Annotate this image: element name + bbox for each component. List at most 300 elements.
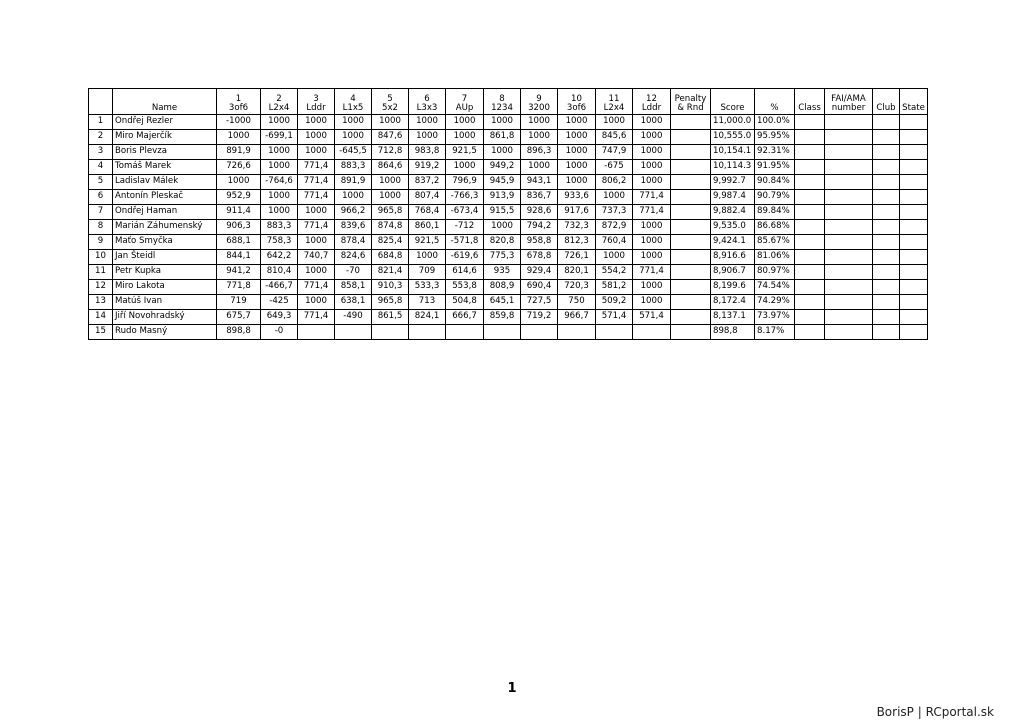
total-score-cell: 8,916.6 — [711, 250, 755, 265]
round-score-cell: 1000 — [446, 130, 484, 145]
column-number: 11 — [608, 93, 620, 104]
round-score-cell: 1000 — [446, 160, 484, 175]
fai-number-cell — [825, 115, 873, 130]
total-score-cell: 11,000.0 — [711, 115, 755, 130]
class-cell — [795, 145, 825, 160]
column-header — [711, 89, 755, 115]
club-cell — [873, 190, 900, 205]
column-label: % — [770, 102, 779, 113]
column-number: FAI/AMA — [831, 93, 866, 104]
round-score-cell: 571,4 — [596, 310, 633, 325]
state-cell — [900, 175, 928, 190]
round-score-cell: 943,1 — [521, 175, 558, 190]
round-score-cell: 581,2 — [596, 280, 633, 295]
column-number: 3 — [313, 93, 319, 104]
state-cell — [900, 205, 928, 220]
round-score-cell: 750 — [558, 295, 596, 310]
column-header — [633, 89, 671, 115]
round-score-cell: 1000 — [298, 115, 335, 130]
round-score-cell: 858,1 — [335, 280, 372, 295]
round-score-cell: -699,1 — [261, 130, 298, 145]
round-score-cell: 533,3 — [409, 280, 446, 295]
round-score-cell: 1000 — [558, 175, 596, 190]
round-score-cell: 1000 — [335, 130, 372, 145]
pilot-name-cell: Miro Lakota — [113, 280, 217, 295]
column-label: L2x4 — [268, 102, 290, 113]
round-score-cell: 845,6 — [596, 130, 633, 145]
penalty-cell — [671, 250, 711, 265]
column-header — [261, 89, 298, 115]
round-score-cell: 642,2 — [261, 250, 298, 265]
fai-number-cell — [825, 205, 873, 220]
round-score-cell: 709 — [409, 265, 446, 280]
club-cell — [873, 325, 900, 340]
round-score-cell: 726,6 — [217, 160, 261, 175]
round-score-cell: 794,2 — [521, 220, 558, 235]
fai-number-cell — [825, 280, 873, 295]
round-score-cell: 1000 — [298, 235, 335, 250]
table-row — [89, 130, 928, 145]
total-score-cell: 9,535.0 — [711, 220, 755, 235]
round-score-cell — [372, 325, 409, 340]
round-score-cell: 847,6 — [372, 130, 409, 145]
results-table — [88, 88, 928, 340]
round-score-cell: 771,4 — [633, 190, 671, 205]
percent-cell: 80.97% — [755, 265, 795, 280]
round-score-cell: 504,8 — [446, 295, 484, 310]
round-score-cell: 860,1 — [409, 220, 446, 235]
round-score-cell: 771,4 — [298, 220, 335, 235]
table-row — [89, 235, 928, 250]
round-score-cell: 1000 — [633, 250, 671, 265]
column-label: 1234 — [491, 102, 513, 113]
round-score-cell: -764,6 — [261, 175, 298, 190]
round-score-cell: 820,8 — [484, 235, 521, 250]
round-score-cell: 740,7 — [298, 250, 335, 265]
fai-number-cell — [825, 295, 873, 310]
column-header — [755, 89, 795, 115]
round-score-cell: 883,3 — [261, 220, 298, 235]
round-score-cell: 571,4 — [633, 310, 671, 325]
total-score-cell: 8,199.6 — [711, 280, 755, 295]
class-cell — [795, 235, 825, 250]
round-score-cell: 915,5 — [484, 205, 521, 220]
club-cell — [873, 130, 900, 145]
club-cell — [873, 250, 900, 265]
round-score-cell: 1000 — [298, 265, 335, 280]
round-score-cell: 645,1 — [484, 295, 521, 310]
round-score-cell: 727,5 — [521, 295, 558, 310]
round-score-cell: -645,5 — [335, 145, 372, 160]
total-score-cell: 9,987.4 — [711, 190, 755, 205]
round-score-cell: 1000 — [261, 190, 298, 205]
class-cell — [795, 295, 825, 310]
column-number: 12 — [646, 93, 657, 104]
penalty-cell — [671, 175, 711, 190]
state-cell — [900, 280, 928, 295]
round-score-cell: 1000 — [633, 235, 671, 250]
round-score-cell: 949,2 — [484, 160, 521, 175]
round-score-cell: 965,8 — [372, 205, 409, 220]
column-number: 5 — [387, 93, 393, 104]
round-score-cell: 771,4 — [298, 190, 335, 205]
rank-cell: 11 — [89, 265, 113, 280]
round-score-cell — [298, 325, 335, 340]
penalty-cell — [671, 295, 711, 310]
round-score-cell: 933,6 — [558, 190, 596, 205]
fai-number-cell — [825, 235, 873, 250]
table-row — [89, 205, 928, 220]
percent-cell: 100.0% — [755, 115, 795, 130]
column-label: L1x5 — [342, 102, 364, 113]
round-score-cell: 719 — [217, 295, 261, 310]
round-score-cell: 1000 — [633, 280, 671, 295]
round-score-cell: 861,8 — [484, 130, 521, 145]
table-row — [89, 310, 928, 325]
round-score-cell: 820,1 — [558, 265, 596, 280]
penalty-cell — [671, 115, 711, 130]
round-score-cell: 553,8 — [446, 280, 484, 295]
round-score-cell: 1000 — [372, 175, 409, 190]
round-score-cell: 758,3 — [261, 235, 298, 250]
pilot-name-cell: Maťo Smyčka — [113, 235, 217, 250]
round-score-cell: 713 — [409, 295, 446, 310]
round-score-cell: 913,9 — [484, 190, 521, 205]
percent-cell: 92.31% — [755, 145, 795, 160]
rank-cell: 15 — [89, 325, 113, 340]
round-score-cell: 1000 — [335, 190, 372, 205]
round-score-cell: -425 — [261, 295, 298, 310]
column-header — [484, 89, 521, 115]
state-cell — [900, 145, 928, 160]
column-header — [671, 89, 711, 115]
table-row — [89, 250, 928, 265]
table-row — [89, 160, 928, 175]
column-label: Class — [798, 102, 821, 113]
column-header — [900, 89, 928, 115]
round-score-cell: 896,3 — [521, 145, 558, 160]
penalty-cell — [671, 190, 711, 205]
state-cell — [900, 250, 928, 265]
column-header — [372, 89, 409, 115]
round-score-cell: 1000 — [446, 115, 484, 130]
round-score-cell: 837,2 — [409, 175, 446, 190]
round-score-cell: 688,1 — [217, 235, 261, 250]
percent-cell: 85.67% — [755, 235, 795, 250]
fai-number-cell — [825, 250, 873, 265]
total-score-cell: 9,992.7 — [711, 175, 755, 190]
column-header — [795, 89, 825, 115]
total-score-cell: 9,424.1 — [711, 235, 755, 250]
pilot-name-cell: Jiří Novohradský — [113, 310, 217, 325]
column-header — [409, 89, 446, 115]
penalty-cell — [671, 310, 711, 325]
penalty-cell — [671, 145, 711, 160]
rank-cell: 9 — [89, 235, 113, 250]
pilot-name-cell: Petr Kupka — [113, 265, 217, 280]
round-score-cell: 1000 — [596, 115, 633, 130]
round-score-cell: 1000 — [335, 115, 372, 130]
round-score-cell — [633, 325, 671, 340]
state-cell — [900, 310, 928, 325]
round-score-cell: -712 — [446, 220, 484, 235]
pilot-name-cell: Marián Záhumenský — [113, 220, 217, 235]
column-header — [558, 89, 596, 115]
class-cell — [795, 160, 825, 175]
table-row — [89, 190, 928, 205]
club-cell — [873, 295, 900, 310]
column-number: 10 — [571, 93, 582, 104]
column-label: Lddr — [306, 102, 326, 113]
round-score-cell: 911,4 — [217, 205, 261, 220]
round-score-cell: 824,1 — [409, 310, 446, 325]
column-header — [521, 89, 558, 115]
column-label: Lddr — [641, 102, 662, 113]
round-score-cell: 1000 — [521, 130, 558, 145]
watermark: BorisP | RCportal.sk — [876, 705, 994, 719]
round-score-cell: 771,4 — [298, 280, 335, 295]
class-cell — [795, 265, 825, 280]
round-score-cell: -673,4 — [446, 205, 484, 220]
state-cell — [900, 190, 928, 205]
state-cell — [900, 160, 928, 175]
round-score-cell: 666,7 — [446, 310, 484, 325]
round-score-cell: 929,4 — [521, 265, 558, 280]
round-score-cell: 1000 — [633, 145, 671, 160]
round-score-cell: 945,9 — [484, 175, 521, 190]
round-score-cell: 812,3 — [558, 235, 596, 250]
total-score-cell: 9,882.4 — [711, 205, 755, 220]
percent-cell: 73.97% — [755, 310, 795, 325]
round-score-cell: 1000 — [558, 130, 596, 145]
rank-cell: 7 — [89, 205, 113, 220]
class-cell — [795, 130, 825, 145]
column-number: 9 — [536, 93, 542, 104]
penalty-cell — [671, 220, 711, 235]
club-cell — [873, 160, 900, 175]
round-score-cell: 910,3 — [372, 280, 409, 295]
column-number: 2 — [276, 93, 282, 104]
penalty-cell — [671, 160, 711, 175]
round-score-cell: 861,5 — [372, 310, 409, 325]
round-score-cell: 638,1 — [335, 295, 372, 310]
round-score-cell: -766,3 — [446, 190, 484, 205]
round-score-cell: 554,2 — [596, 265, 633, 280]
round-score-cell: 806,2 — [596, 175, 633, 190]
column-header — [217, 89, 261, 115]
round-score-cell: 872,9 — [596, 220, 633, 235]
round-score-cell: 712,8 — [372, 145, 409, 160]
fai-number-cell — [825, 310, 873, 325]
round-score-cell: 1000 — [409, 115, 446, 130]
round-score-cell: 760,4 — [596, 235, 633, 250]
round-score-cell: 775,3 — [484, 250, 521, 265]
round-score-cell: 874,8 — [372, 220, 409, 235]
round-score-cell: 719,2 — [521, 310, 558, 325]
round-score-cell: -70 — [335, 265, 372, 280]
state-cell — [900, 325, 928, 340]
round-score-cell — [484, 325, 521, 340]
total-score-cell: 10,555.0 — [711, 130, 755, 145]
state-cell — [900, 295, 928, 310]
round-score-cell: 906,3 — [217, 220, 261, 235]
round-score-cell: 844,1 — [217, 250, 261, 265]
round-score-cell: 509,2 — [596, 295, 633, 310]
column-header — [113, 89, 217, 115]
pilot-name-cell: Ondřej Rezler — [113, 115, 217, 130]
club-cell — [873, 220, 900, 235]
round-score-cell: 810,4 — [261, 265, 298, 280]
round-score-cell: 1000 — [633, 130, 671, 145]
round-score-cell: 614,6 — [446, 265, 484, 280]
column-label: 3of6 — [566, 102, 587, 113]
table-row — [89, 280, 928, 295]
round-score-cell: 935 — [484, 265, 521, 280]
round-score-cell: 771,4 — [298, 175, 335, 190]
percent-cell: 81.06% — [755, 250, 795, 265]
class-cell — [795, 220, 825, 235]
round-score-cell: -571,8 — [446, 235, 484, 250]
class-cell — [795, 175, 825, 190]
round-score-cell: 958,8 — [521, 235, 558, 250]
class-cell — [795, 250, 825, 265]
round-score-cell: -0 — [261, 325, 298, 340]
round-score-cell: 864,6 — [372, 160, 409, 175]
percent-cell: 91.95% — [755, 160, 795, 175]
results-body — [89, 115, 928, 340]
round-score-cell — [335, 325, 372, 340]
column-label: 5x2 — [381, 102, 399, 113]
round-score-cell: 1000 — [633, 115, 671, 130]
club-cell — [873, 145, 900, 160]
round-score-cell: 1000 — [372, 190, 409, 205]
total-score-cell: 898,8 — [711, 325, 755, 340]
rank-cell: 10 — [89, 250, 113, 265]
round-score-cell: 965,8 — [372, 295, 409, 310]
state-cell — [900, 130, 928, 145]
percent-cell: 86.68% — [755, 220, 795, 235]
round-score-cell: 1000 — [217, 130, 261, 145]
column-label: L3x3 — [416, 102, 438, 113]
round-score-cell: 1000 — [521, 115, 558, 130]
pilot-name-cell: Miro Majerčík — [113, 130, 217, 145]
club-cell — [873, 280, 900, 295]
table-row — [89, 220, 928, 235]
round-score-cell: 726,1 — [558, 250, 596, 265]
rank-cell: 2 — [89, 130, 113, 145]
round-score-cell: 1000 — [298, 295, 335, 310]
round-score-cell: 678,8 — [521, 250, 558, 265]
round-score-cell: 1000 — [409, 250, 446, 265]
round-score-cell: 966,2 — [335, 205, 372, 220]
round-score-cell: 675,7 — [217, 310, 261, 325]
column-header — [825, 89, 873, 115]
column-number: 1 — [235, 93, 242, 104]
club-cell — [873, 205, 900, 220]
total-score-cell: 8,137.1 — [711, 310, 755, 325]
percent-cell: 8.17% — [755, 325, 795, 340]
round-score-cell: 878,4 — [335, 235, 372, 250]
column-header — [873, 89, 900, 115]
fai-number-cell — [825, 175, 873, 190]
rank-cell: 1 — [89, 115, 113, 130]
percent-cell: 74.29% — [755, 295, 795, 310]
round-score-cell: 1000 — [596, 190, 633, 205]
round-score-cell: 796,9 — [446, 175, 484, 190]
round-score-cell: 919,2 — [409, 160, 446, 175]
round-score-cell: 836,7 — [521, 190, 558, 205]
class-cell — [795, 205, 825, 220]
round-score-cell: 921,5 — [446, 145, 484, 160]
round-score-cell: 771,4 — [298, 160, 335, 175]
table-row — [89, 265, 928, 280]
penalty-cell — [671, 325, 711, 340]
class-cell — [795, 280, 825, 295]
round-score-cell: 1000 — [372, 115, 409, 130]
round-score-cell: -466,7 — [261, 280, 298, 295]
page-number: 1 — [507, 681, 517, 696]
round-score-cell: 1000 — [633, 220, 671, 235]
rank-cell: 5 — [89, 175, 113, 190]
table-row — [89, 325, 928, 340]
column-number: 4 — [350, 93, 356, 104]
class-cell — [795, 310, 825, 325]
total-score-cell: 8,172.4 — [711, 295, 755, 310]
table-row — [89, 115, 928, 130]
penalty-cell — [671, 280, 711, 295]
fai-number-cell — [825, 160, 873, 175]
column-header — [596, 89, 633, 115]
percent-cell: 74.54% — [755, 280, 795, 295]
state-cell — [900, 220, 928, 235]
round-score-cell: 928,6 — [521, 205, 558, 220]
rank-cell: 12 — [89, 280, 113, 295]
round-score-cell: 1000 — [484, 220, 521, 235]
pilot-name-cell: Ondřej Haman — [113, 205, 217, 220]
rank-cell: 4 — [89, 160, 113, 175]
total-score-cell: 10,154.1 — [711, 145, 755, 160]
penalty-cell — [671, 265, 711, 280]
club-cell — [873, 235, 900, 250]
column-header — [335, 89, 372, 115]
round-score-cell: 1000 — [409, 130, 446, 145]
table-row — [89, 295, 928, 310]
round-score-cell: 771,8 — [217, 280, 261, 295]
rank-cell: 14 — [89, 310, 113, 325]
state-cell — [900, 235, 928, 250]
column-label: Name — [151, 102, 178, 113]
round-score-cell — [409, 325, 446, 340]
round-score-cell: 732,3 — [558, 220, 596, 235]
class-cell — [795, 115, 825, 130]
round-score-cell: 898,8 — [217, 325, 261, 340]
round-score-cell: 690,4 — [521, 280, 558, 295]
round-score-cell — [521, 325, 558, 340]
round-score-cell: 1000 — [633, 160, 671, 175]
round-score-cell: 1000 — [298, 205, 335, 220]
rank-cell: 13 — [89, 295, 113, 310]
fai-number-cell — [825, 145, 873, 160]
table-row — [89, 175, 928, 190]
fai-number-cell — [825, 265, 873, 280]
round-score-cell: 1000 — [217, 175, 261, 190]
rank-cell: 6 — [89, 190, 113, 205]
column-number: 8 — [499, 93, 505, 104]
fai-number-cell — [825, 325, 873, 340]
round-score-cell: 824,6 — [335, 250, 372, 265]
column-header — [298, 89, 335, 115]
club-cell — [873, 265, 900, 280]
